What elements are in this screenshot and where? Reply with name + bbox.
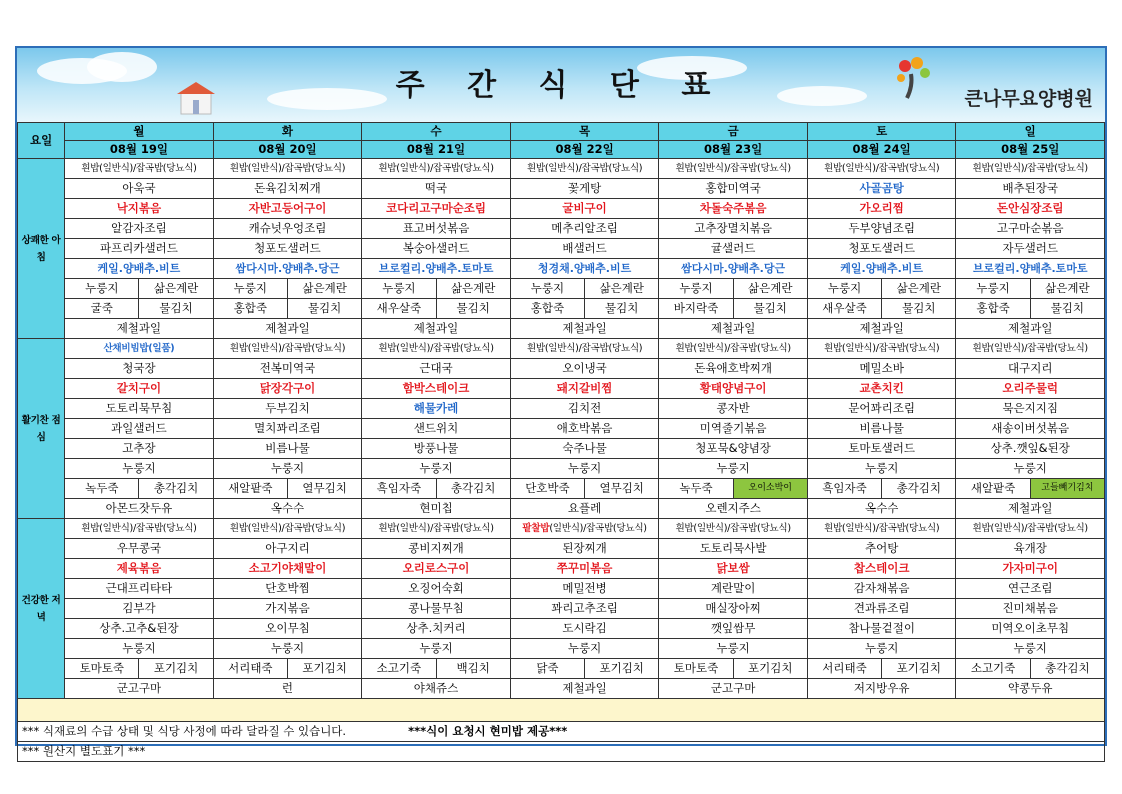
menu-item-left: 서리태죽 <box>213 659 287 679</box>
page-title: 주 간 식 단 표 <box>395 68 727 103</box>
menu-item: 과일샐러드 <box>65 419 214 439</box>
menu-item-right: 삶은계란 <box>733 279 807 299</box>
menu-item: 누룽지 <box>213 639 362 659</box>
menu-item: 청포도샐러드 <box>213 239 362 259</box>
menu-item: 자반고등어구이 <box>213 199 362 219</box>
menu-item-right: 삶은계란 <box>436 279 510 299</box>
menu-item: 복숭아샐러드 <box>362 239 511 259</box>
menu-item-left: 홍합죽 <box>213 299 287 319</box>
lunch-label: 활기찬 점심 <box>18 339 65 519</box>
menu-item: 차돌숙주볶음 <box>659 199 808 219</box>
meal-type-rest: (일반식)/잡곡밥(당뇨식) <box>549 523 647 534</box>
menu-item: 돈육애호박찌개 <box>659 359 808 379</box>
menu-item: 고추장멸치볶음 <box>659 219 808 239</box>
menu-item-right: 물김치 <box>1030 299 1104 319</box>
day-date: 08월 22일 <box>510 141 659 159</box>
menu-item: 누룽지 <box>659 459 808 479</box>
menu-item: 된장찌개 <box>510 539 659 559</box>
meal-type: 흰밥(일반식)/잡곡밥(당뇨식) <box>807 519 956 539</box>
menu-item: 누룽지 <box>510 459 659 479</box>
menu-item: 고구마순볶음 <box>956 219 1105 239</box>
menu-item: 쭈꾸미볶음 <box>510 559 659 579</box>
meal-type: 흰밥(일반식)/잡곡밥(당뇨식) <box>956 159 1105 179</box>
menu-item: 쌈다시마.양배추.당근 <box>213 259 362 279</box>
meal-type: 흰밥(일반식)/잡곡밥(당뇨식) <box>659 519 808 539</box>
table-row <box>18 539 1105 559</box>
menu-item-right: 포기김치 <box>139 659 213 679</box>
meal-type: 흰밥(일반식)/잡곡밥(당뇨식) <box>362 519 511 539</box>
menu-item: 제철과일 <box>510 319 659 339</box>
menu-item-right: 총각김치 <box>139 479 213 499</box>
table-row <box>18 159 1105 179</box>
table-row <box>18 259 1105 279</box>
menu-item: 미역오이초무침 <box>956 619 1105 639</box>
day-date: 08월 23일 <box>659 141 808 159</box>
menu-item-left: 굴죽 <box>65 299 139 319</box>
table-row <box>18 659 1105 679</box>
menu-item: 메밀소바 <box>807 359 956 379</box>
menu-item: 현미칩 <box>362 499 511 519</box>
menu-item: 홍합미역국 <box>659 179 808 199</box>
menu-item-left: 흑임자죽 <box>362 479 436 499</box>
menu-item: 매실장아찌 <box>659 599 808 619</box>
banner <box>17 48 1105 122</box>
menu-item: 아욱국 <box>65 179 214 199</box>
menu-item-right: 열무김치 <box>287 479 361 499</box>
menu-item: 갈치구이 <box>65 379 214 399</box>
menu-item: 토마토샐러드 <box>807 439 956 459</box>
menu-item: 돈육김치찌개 <box>213 179 362 199</box>
hospital-logo <box>893 56 1093 114</box>
menu-item: 진미채볶음 <box>956 599 1105 619</box>
menu-item-left: 누룽지 <box>213 279 287 299</box>
menu-item-right: 백김치 <box>436 659 510 679</box>
menu-item-left: 소고기죽 <box>956 659 1030 679</box>
table-row <box>18 439 1105 459</box>
menu-item: 황태양념구이 <box>659 379 808 399</box>
menu-item: 문어꽈리조림 <box>807 399 956 419</box>
menu-item: 꽈리고추조림 <box>510 599 659 619</box>
note-text-brown-rice: ***식이 요청시 현미밥 제공*** <box>408 724 568 738</box>
menu-item: 귤샐러드 <box>659 239 808 259</box>
menu-item: 새송이버섯볶음 <box>956 419 1105 439</box>
note-line-1 <box>18 722 1105 742</box>
menu-item: 굴비구이 <box>510 199 659 219</box>
menu-item: 닭보쌈 <box>659 559 808 579</box>
menu-item: 돈안심장조림 <box>956 199 1105 219</box>
table-row <box>18 359 1105 379</box>
menu-item-right: 물김치 <box>139 299 213 319</box>
menu-item-right: 포기김치 <box>287 659 361 679</box>
menu-item: 쌈다시마.양배추.당근 <box>659 259 808 279</box>
menu-item: 누룽지 <box>659 639 808 659</box>
table-row <box>18 519 1105 539</box>
menu-item: 참나물겉절이 <box>807 619 956 639</box>
menu-item: 대구지리 <box>956 359 1105 379</box>
menu-item: 단호박찜 <box>213 579 362 599</box>
meal-type: 흰밥(일반식)/잡곡밥(당뇨식) <box>510 159 659 179</box>
menu-item: 누룽지 <box>807 459 956 479</box>
menu-item: 고추장 <box>65 439 214 459</box>
table-row <box>18 219 1105 239</box>
meal-type: 흰밥(일반식)/잡곡밥(당뇨식) <box>65 159 214 179</box>
menu-item: 제철과일 <box>956 319 1105 339</box>
menu-item: 두부김치 <box>213 399 362 419</box>
menu-item: 함박스테이크 <box>362 379 511 399</box>
menu-item: 가자미구이 <box>956 559 1105 579</box>
meal-type: 흰밥(일반식)/잡곡밥(당뇨식) <box>807 159 956 179</box>
menu-item: 누룽지 <box>362 639 511 659</box>
menu-item: 멸치꽈리조림 <box>213 419 362 439</box>
menu-item: 누룽지 <box>510 639 659 659</box>
menu-item: 알감자조림 <box>65 219 214 239</box>
menu-item: 메밀전병 <box>510 579 659 599</box>
table-row <box>18 299 1105 319</box>
menu-item: 묵은지지짐 <box>956 399 1105 419</box>
menu-item-right: 고들빼기김치 <box>1030 479 1104 499</box>
menu-item: 제육볶음 <box>65 559 214 579</box>
meal-type: 흰밥(일반식)/잡곡밥(당뇨식) <box>510 339 659 359</box>
menu-item: 감자채볶음 <box>807 579 956 599</box>
menu-item-right: 삶은계란 <box>287 279 361 299</box>
meal-type: 흰밥(일반식)/잡곡밥(당뇨식) <box>362 339 511 359</box>
day-name: 수 <box>362 123 511 141</box>
meal-type <box>510 519 659 539</box>
menu-item-left: 새우살죽 <box>807 299 881 319</box>
menu-item: 브로컬리.양배추.토마토 <box>362 259 511 279</box>
menu-item: 누룽지 <box>956 459 1105 479</box>
table-row <box>18 619 1105 639</box>
blank-row <box>18 699 1105 722</box>
menu-item-left: 녹두죽 <box>65 479 139 499</box>
menu-item: 김부각 <box>65 599 214 619</box>
day-name: 월 <box>65 123 214 141</box>
meal-type: 흰밥(일반식)/잡곡밥(당뇨식) <box>659 159 808 179</box>
menu-item-left: 누룽지 <box>956 279 1030 299</box>
meal-type-prefix: 팥찰밥 <box>522 523 550 534</box>
meal-type: 흰밥(일반식)/잡곡밥(당뇨식) <box>956 519 1105 539</box>
menu-item: 군고구마 <box>659 679 808 699</box>
menu-item: 오리주물럭 <box>956 379 1105 399</box>
menu-item: 근대국 <box>362 359 511 379</box>
menu-item-left: 단호박죽 <box>510 479 584 499</box>
menu-item-left: 흑임자죽 <box>807 479 881 499</box>
table-row <box>18 599 1105 619</box>
menu-item-right: 총각김치 <box>436 479 510 499</box>
menu-item-left: 토마토죽 <box>659 659 733 679</box>
menu-item: 콩나물무침 <box>362 599 511 619</box>
menu-item: 케일.양배추.비트 <box>65 259 214 279</box>
menu-item: 찹스테이크 <box>807 559 956 579</box>
table-row <box>18 679 1105 699</box>
day-date: 08월 21일 <box>362 141 511 159</box>
menu-item: 깻잎쌈무 <box>659 619 808 639</box>
menu-item: 꽃게탕 <box>510 179 659 199</box>
menu-item: 아몬드잣두유 <box>65 499 214 519</box>
meal-type: 흰밥(일반식)/잡곡밥(당뇨식) <box>213 159 362 179</box>
menu-item: 떡국 <box>362 179 511 199</box>
meal-type: 흰밥(일반식)/잡곡밥(당뇨식) <box>213 339 362 359</box>
table-row <box>18 722 1105 742</box>
menu-item-right: 삶은계란 <box>585 279 659 299</box>
menu-item: 제철과일 <box>362 319 511 339</box>
menu-item-left: 누룽지 <box>362 279 436 299</box>
menu-item-left: 닭죽 <box>510 659 584 679</box>
menu-item: 저지방우유 <box>807 679 956 699</box>
menu-item: 군고구마 <box>65 679 214 699</box>
menu-item: 청경채.양배추.비트 <box>510 259 659 279</box>
menu-item-left: 소고기죽 <box>362 659 436 679</box>
table-row <box>18 239 1105 259</box>
menu-item: 콩비지찌개 <box>362 539 511 559</box>
menu-item-left: 누룽지 <box>65 279 139 299</box>
menu-item: 제철과일 <box>65 319 214 339</box>
menu-item-right: 물김치 <box>882 299 956 319</box>
menu-item: 비름나물 <box>213 439 362 459</box>
menu-item: 야채쥬스 <box>362 679 511 699</box>
table-row <box>18 459 1105 479</box>
table-row <box>18 123 1105 141</box>
meal-type: 흰밥(일반식)/잡곡밥(당뇨식) <box>362 159 511 179</box>
menu-item: 오렌지주스 <box>659 499 808 519</box>
breakfast-label: 상쾌한 아침 <box>18 159 65 339</box>
menu-item: 표고버섯볶음 <box>362 219 511 239</box>
menu-item: 요플레 <box>510 499 659 519</box>
day-name: 목 <box>510 123 659 141</box>
menu-item: 숙주나물 <box>510 439 659 459</box>
menu-item-right: 포기김치 <box>733 659 807 679</box>
menu-item-right: 총각김치 <box>882 479 956 499</box>
menu-item: 제철과일 <box>956 499 1105 519</box>
menu-item: 도토리묵사발 <box>659 539 808 559</box>
menu-item: 돼지갈비찜 <box>510 379 659 399</box>
day-name: 토 <box>807 123 956 141</box>
menu-item: 상추.치커리 <box>362 619 511 639</box>
menu-item: 교촌치킨 <box>807 379 956 399</box>
menu-item: 오리로스구이 <box>362 559 511 579</box>
menu-item: 오이냉국 <box>510 359 659 379</box>
menu-item-right: 물김치 <box>585 299 659 319</box>
menu-item-left: 새알팥죽 <box>956 479 1030 499</box>
day-name: 일 <box>956 123 1105 141</box>
menu-item: 방풍나물 <box>362 439 511 459</box>
table-row <box>18 199 1105 219</box>
menu-item-right: 오이소박이 <box>733 479 807 499</box>
menu-item: 상추.고추&된장 <box>65 619 214 639</box>
table-row <box>18 179 1105 199</box>
menu-item: 두부양념조림 <box>807 219 956 239</box>
menu-item: 육개장 <box>956 539 1105 559</box>
menu-item: 해물카레 <box>362 399 511 419</box>
menu-item-left: 토마토죽 <box>65 659 139 679</box>
menu-item-right: 포기김치 <box>585 659 659 679</box>
menu-item: 견과류조림 <box>807 599 956 619</box>
menu-item-left: 녹두죽 <box>659 479 733 499</box>
menu-item: 전복미역국 <box>213 359 362 379</box>
day-date: 08월 24일 <box>807 141 956 159</box>
menu-item: 사골곰탕 <box>807 179 956 199</box>
menu-item: 제철과일 <box>659 319 808 339</box>
menu-item: 낙지볶음 <box>65 199 214 219</box>
table-row <box>18 639 1105 659</box>
tree-logo-icon <box>893 56 933 100</box>
menu-item: 근대프리타타 <box>65 579 214 599</box>
menu-sheet <box>15 46 1107 758</box>
menu-item: 오징어숙회 <box>362 579 511 599</box>
table-row <box>18 279 1105 299</box>
table-row <box>18 419 1105 439</box>
menu-item: 추어탕 <box>807 539 956 559</box>
menu-item: 청포도샐러드 <box>807 239 956 259</box>
table-row <box>18 479 1105 499</box>
menu-item: 메추리알조림 <box>510 219 659 239</box>
menu-item-left: 홍합죽 <box>510 299 584 319</box>
table-row <box>18 339 1105 359</box>
menu-item-left: 바지락죽 <box>659 299 733 319</box>
menu-item: 제철과일 <box>510 679 659 699</box>
menu-item-left: 새알팥죽 <box>213 479 287 499</box>
hospital-name: 큰나무요양병원 <box>964 88 1093 110</box>
menu-item: 미역줄기볶음 <box>659 419 808 439</box>
menu-item: 배추된장국 <box>956 179 1105 199</box>
table-row <box>18 379 1105 399</box>
menu-item: 누룽지 <box>956 639 1105 659</box>
table-row <box>18 579 1105 599</box>
day-name: 금 <box>659 123 808 141</box>
menu-item: 런 <box>213 679 362 699</box>
menu-item: 우무콩국 <box>65 539 214 559</box>
menu-item: 코다리고구마순조림 <box>362 199 511 219</box>
meal-type: 산채비빔밥(일품) <box>65 339 214 359</box>
menu-item: 청포묵&양념장 <box>659 439 808 459</box>
menu-item: 아구지리 <box>213 539 362 559</box>
menu-item-left: 누룽지 <box>510 279 584 299</box>
menu-item-right: 물김치 <box>287 299 361 319</box>
weekday-header-label: 요일 <box>18 123 65 159</box>
menu-item: 닭장각구이 <box>213 379 362 399</box>
menu-item-left: 새우살죽 <box>362 299 436 319</box>
table-row <box>18 742 1105 762</box>
meal-type: 흰밥(일반식)/잡곡밥(당뇨식) <box>659 339 808 359</box>
menu-item: 샌드위치 <box>362 419 511 439</box>
menu-item: 캐슈넛우엉조림 <box>213 219 362 239</box>
menu-item: 계란말이 <box>659 579 808 599</box>
menu-item: 옥수수 <box>213 499 362 519</box>
menu-item: 누룽지 <box>65 639 214 659</box>
menu-item-right: 포기김치 <box>882 659 956 679</box>
menu-item: 약콩두유 <box>956 679 1105 699</box>
menu-item-right: 삶은계란 <box>1030 279 1104 299</box>
note-line-2: *** 원산지 별도표기 *** <box>18 742 1105 762</box>
menu-item-left: 홍합죽 <box>956 299 1030 319</box>
menu-item: 배샐러드 <box>510 239 659 259</box>
menu-item: 비름나물 <box>807 419 956 439</box>
menu-item-right: 총각김치 <box>1030 659 1104 679</box>
meal-type: 흰밥(일반식)/잡곡밥(당뇨식) <box>956 339 1105 359</box>
table-row <box>18 319 1105 339</box>
day-date: 08월 20일 <box>213 141 362 159</box>
menu-item: 청국장 <box>65 359 214 379</box>
menu-item: 가지볶음 <box>213 599 362 619</box>
menu-item-right: 삶은계란 <box>882 279 956 299</box>
meal-type: 흰밥(일반식)/잡곡밥(당뇨식) <box>65 519 214 539</box>
menu-item: 소고기야채말이 <box>213 559 362 579</box>
menu-item: 제철과일 <box>807 319 956 339</box>
table-row <box>18 559 1105 579</box>
weekly-menu-table <box>17 122 1105 762</box>
menu-item-right: 삶은계란 <box>139 279 213 299</box>
menu-item: 자두샐러드 <box>956 239 1105 259</box>
menu-item-left: 누룽지 <box>659 279 733 299</box>
menu-item: 누룽지 <box>362 459 511 479</box>
table-row <box>18 141 1105 159</box>
menu-item-left: 서리태죽 <box>807 659 881 679</box>
menu-item: 상추.깻잎&된장 <box>956 439 1105 459</box>
menu-item: 케일.양배추.비트 <box>807 259 956 279</box>
menu-item: 애호박볶음 <box>510 419 659 439</box>
menu-item: 누룽지 <box>65 459 214 479</box>
meal-type: 흰밥(일반식)/잡곡밥(당뇨식) <box>807 339 956 359</box>
dinner-label: 건강한 저녁 <box>18 519 65 699</box>
menu-item: 오이무침 <box>213 619 362 639</box>
meal-type: 흰밥(일반식)/잡곡밥(당뇨식) <box>213 519 362 539</box>
menu-item: 제철과일 <box>213 319 362 339</box>
menu-item: 누룽지 <box>213 459 362 479</box>
table-row <box>18 499 1105 519</box>
menu-item-right: 물김치 <box>436 299 510 319</box>
day-date: 08월 19일 <box>65 141 214 159</box>
menu-item: 누룽지 <box>807 639 956 659</box>
menu-item: 콩자반 <box>659 399 808 419</box>
menu-item-right: 물김치 <box>733 299 807 319</box>
table-row <box>18 399 1105 419</box>
menu-item: 도시락김 <box>510 619 659 639</box>
menu-item: 김치전 <box>510 399 659 419</box>
menu-item: 가오리찜 <box>807 199 956 219</box>
menu-item: 연근조림 <box>956 579 1105 599</box>
menu-item: 옥수수 <box>807 499 956 519</box>
menu-item: 브로컬리.양배추.토마토 <box>956 259 1105 279</box>
menu-item: 파프리카샐러드 <box>65 239 214 259</box>
day-name: 화 <box>213 123 362 141</box>
menu-item-left: 누룽지 <box>807 279 881 299</box>
day-date: 08월 25일 <box>956 141 1105 159</box>
note-text: *** 식재료의 수급 상태 및 식당 사정에 따라 달라질 수 있습니다. <box>22 724 347 738</box>
menu-item: 도토리묵무침 <box>65 399 214 419</box>
menu-item-right: 열무김치 <box>585 479 659 499</box>
table-row <box>18 699 1105 722</box>
